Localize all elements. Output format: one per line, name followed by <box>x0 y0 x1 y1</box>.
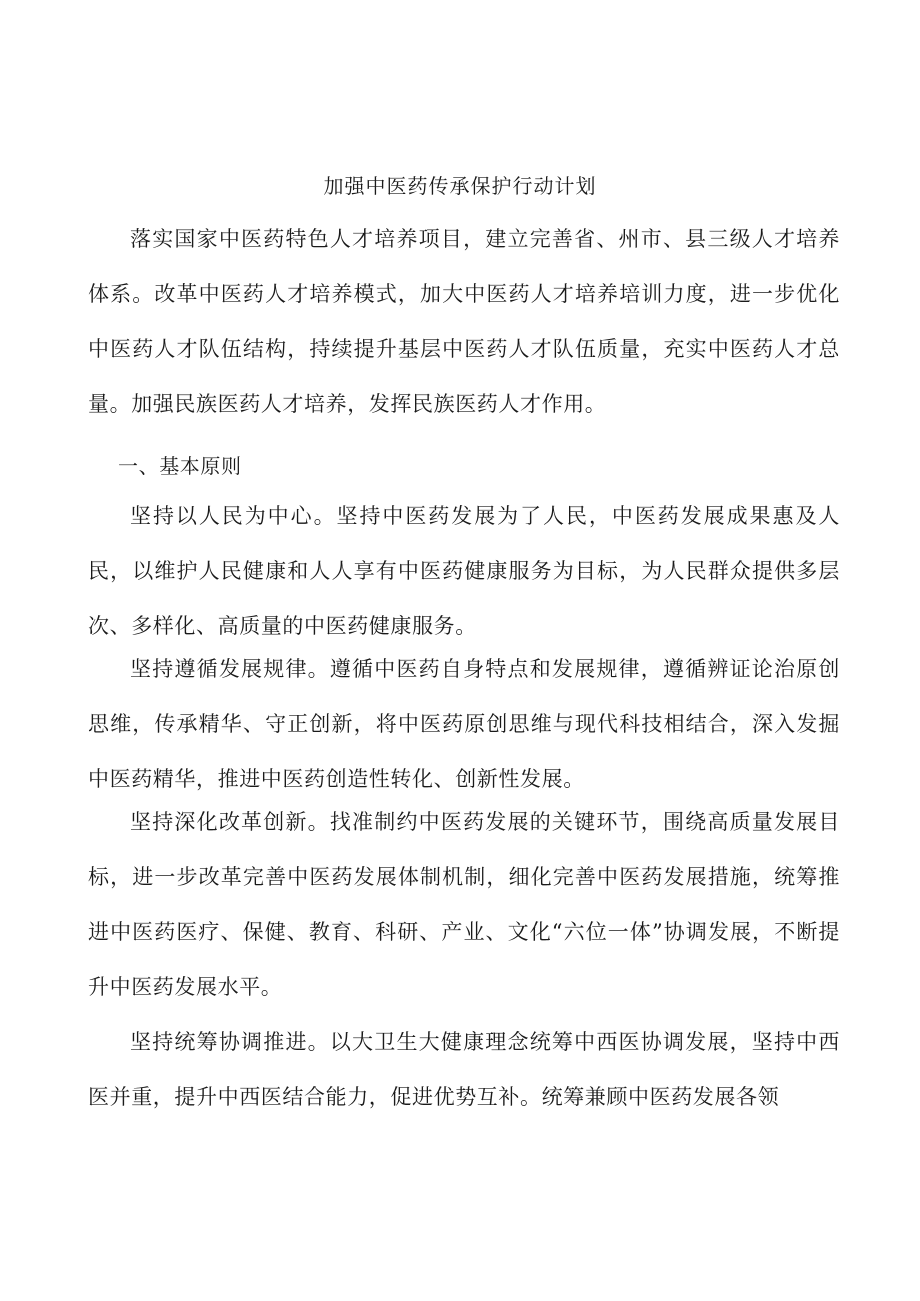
paragraph-follow-laws: 坚持遵循发展规律。遵循中医药自身特点和发展规律，遵循辨证论治原创思维，传承精华、守正创新，将中医药原创思维与现代科技相结合，深入发掘中医药精华，推进中医药创造性转化、创新性发展。 <box>88 657 840 791</box>
document-title: 加强中医药传承保护行动计划 <box>323 174 597 198</box>
paragraph-talent-training: 落实国家中医药特色人才培养项目，建立完善省、州市、县三级人才培养体系。改革中医药人才培养模式，加大中医药人才培养培训力度，进一步优化中医药人才队伍结构，持续提升基层中医药人才队伍质量，充实中医药人才总量。加强民族医药人才培养，发挥民族医药人才作用。 <box>88 227 840 416</box>
paragraph-people-centered: 坚持以人民为中心。坚持中医药发展为了人民，中医药发展成果惠及人民，以维护人民健康和人人享有中医药健康服务为目标，为人民群众提供多层次、多样化、高质量的中医药健康服务。 <box>88 504 840 638</box>
paragraph-deepen-reform: 坚持深化改革创新。找准制约中医药发展的关键环节，围绕高质量发展目标，进一步改革完善中医药发展体制机制，细化完善中医药发展措施，统筹推进中医药医疗、保健、教育、科研、产业、文化“六位一体”协调发展，不断提升中医药发展水平。 <box>88 810 840 999</box>
section-heading-basic-principles: 一、基本原则 <box>118 454 242 478</box>
paragraph-coordinated-advance: 坚持统筹协调推进。以大卫生大健康理念统筹中西医协调发展，坚持中西医并重，提升中西医结合能力，促进优势互补。统筹兼顾中医药发展各领 <box>88 1030 840 1109</box>
